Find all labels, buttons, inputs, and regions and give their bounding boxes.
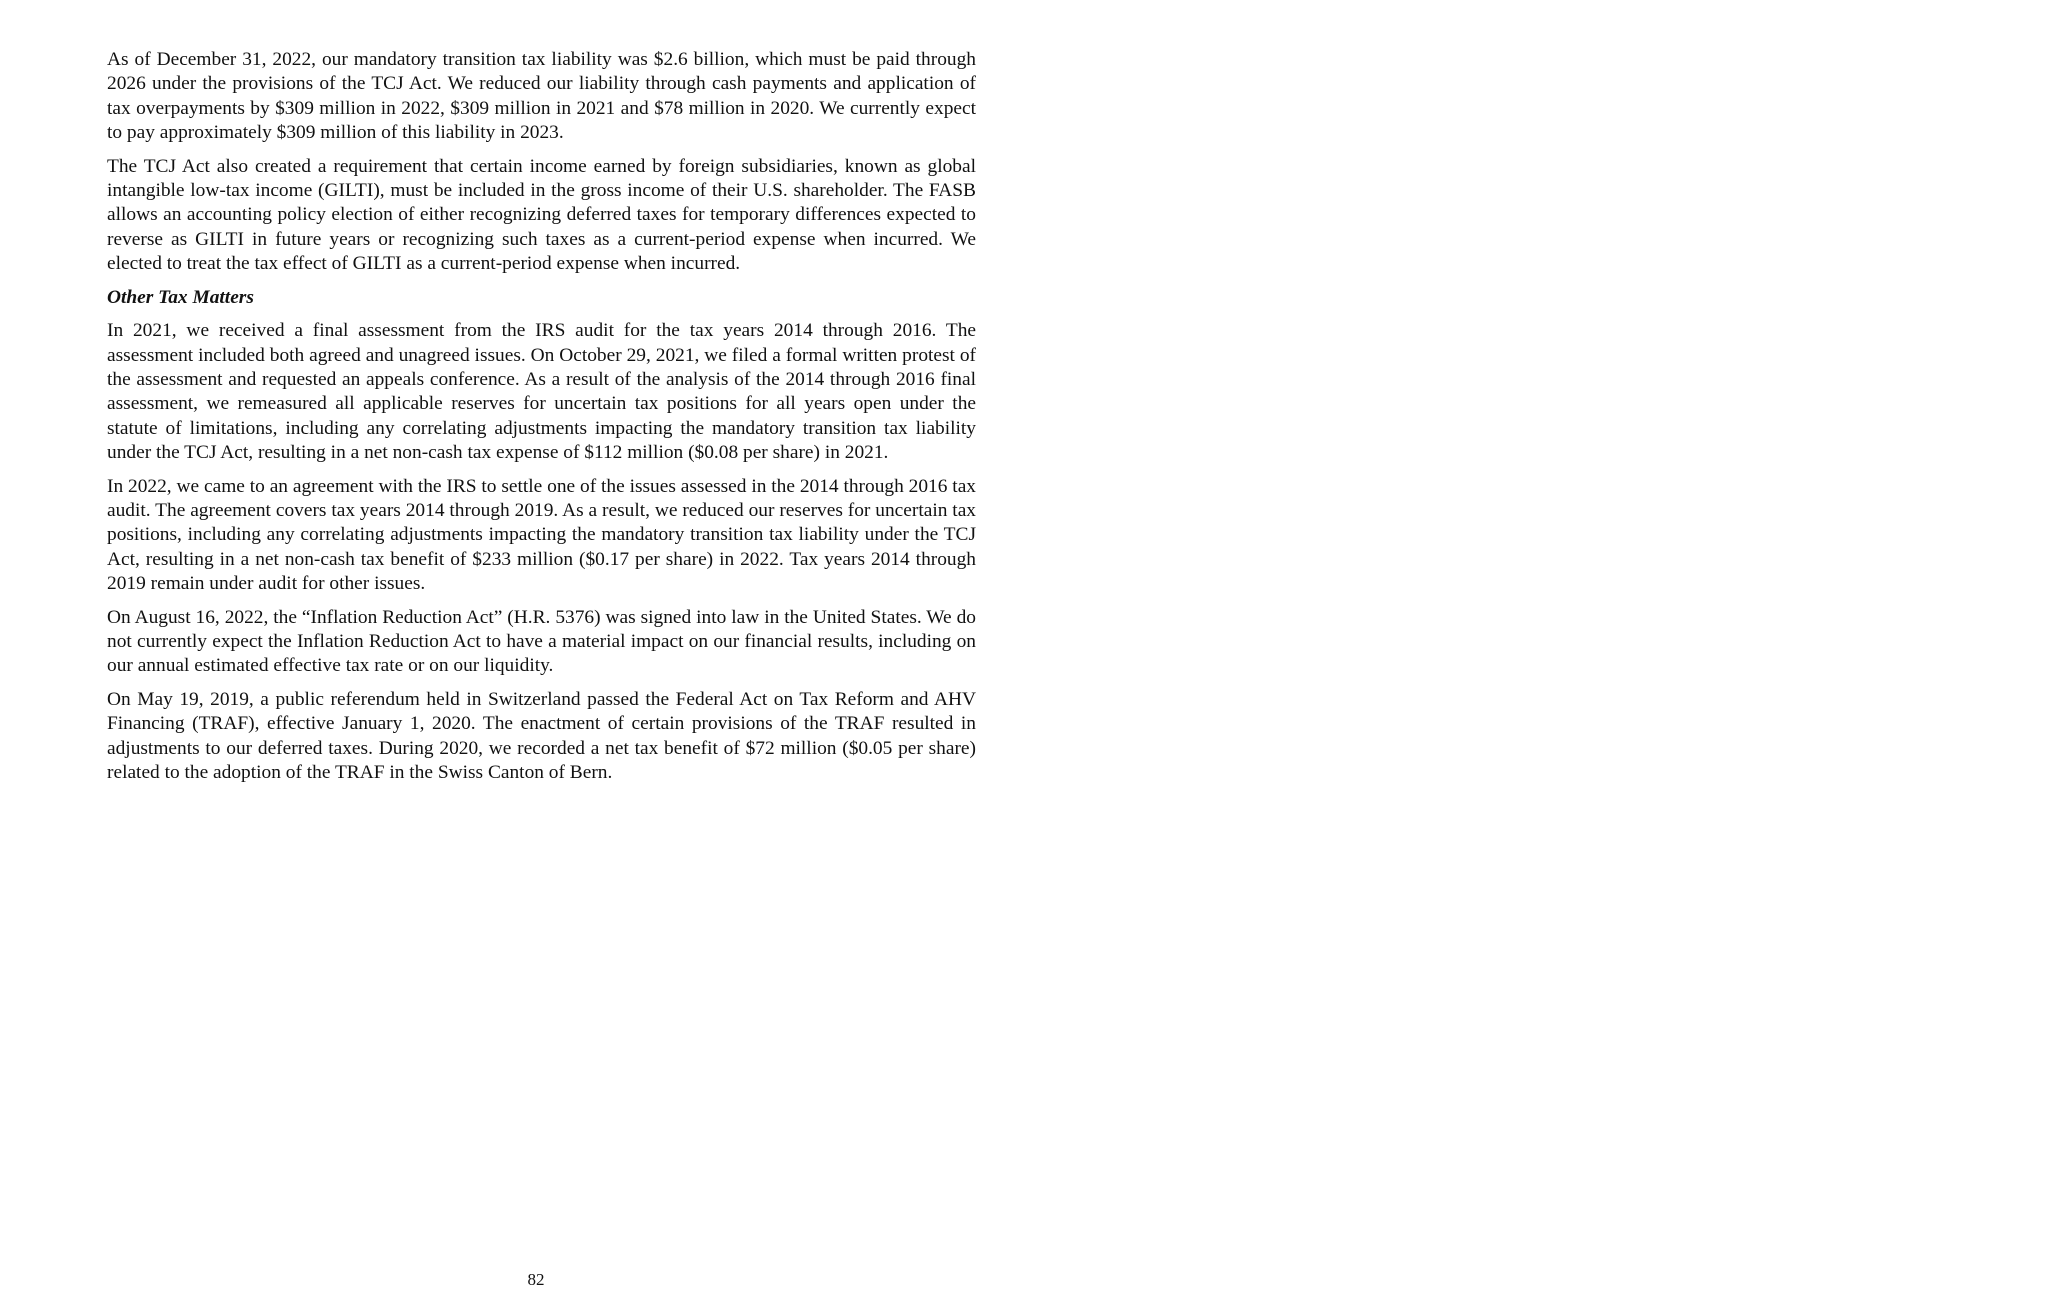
paragraph-transition-tax-liability: As of December 31, 2022, our mandatory transition tax liability was $2.6 billion, which must be paid through 2026 under the provisions of the TCJ Act. We reduced our liability through cash payments and application of tax overpayments by $309 million in 2022, $309 million in 2021 and $78 million in 2020. We currently expect to pay approximately $309 million of this liability in 2023.	[107, 49, 976, 143]
page-number: 82	[527, 1270, 545, 1289]
paragraph-irs-assessment-2021: In 2021, we received a final assessment from the IRS audit for the tax years 2014 through 2016. The assessment included both agreed and unagreed issues. On October 29, 2021, we filed a formal written protest of the assessment and requested an appeals conference. As a result of the analysis of the 2014 through 2016 final assessment, we remeasured all applicable reserves for uncertain tax positions for all years open under the statute of limitations, including any correlating adjustments impacting the mandatory transition tax liability under the TCJ Act, resulting in a net non-cash tax expense of $112 million ($0.08 per share) in 2021.	[107, 320, 976, 463]
paragraph-inflation-reduction-act: On August 16, 2022, the “Inflation Reduction Act” (H.R. 5376) was signed into law in the United States. We do not currently expect the Inflation Reduction Act to have a material impact on our financial results, including on our annual estimated effective tax rate or on our liquidity.	[107, 606, 976, 677]
paragraph-gilti: The TCJ Act also created a requirement that certain income earned by foreign subsidiaries, known as global intangible low-tax income (GILTI), must be included in the gross income of their U.S. shareholder. The FASB allows an accounting policy election of either recognizing deferred taxes for temporary differences expected to reverse as GILTI in future years or recognizing such taxes as a current-period expense when incurred. We elected to treat the tax effect of GILTI as a current-period expense when incurred.	[107, 155, 976, 274]
paragraph-irs-agreement-2022: In 2022, we came to an agreement with the IRS to settle one of the issues assessed in the 2014 through 2016 tax audit. The agreement covers tax years 2014 through 2019. As a result, we reduced our reserves for uncertain tax positions, including any correlating adjustments impacting the mandatory transition tax liability under the TCJ Act, resulting in a net non-cash tax benefit of $233 million ($0.17 per share) in 2022. Tax years 2014 through 2019 remain under audit for other issues.	[107, 475, 976, 594]
document-page	[107, 48, 976, 795]
section-heading: Other Tax Matters	[107, 286, 254, 308]
paragraph-traf-switzerland: On May 19, 2019, a public referendum held in Switzerland passed the Federal Act on Tax Reform and AHV Financing (TRAF), effective January 1, 2020. The enactment of certain provisions of the TRAF resulted in adjustments to our deferred taxes. During 2020, we recorded a net tax benefit of $72 million ($0.05 per share) related to the adoption of the TRAF in the Swiss Canton of Bern.	[107, 689, 976, 784]
